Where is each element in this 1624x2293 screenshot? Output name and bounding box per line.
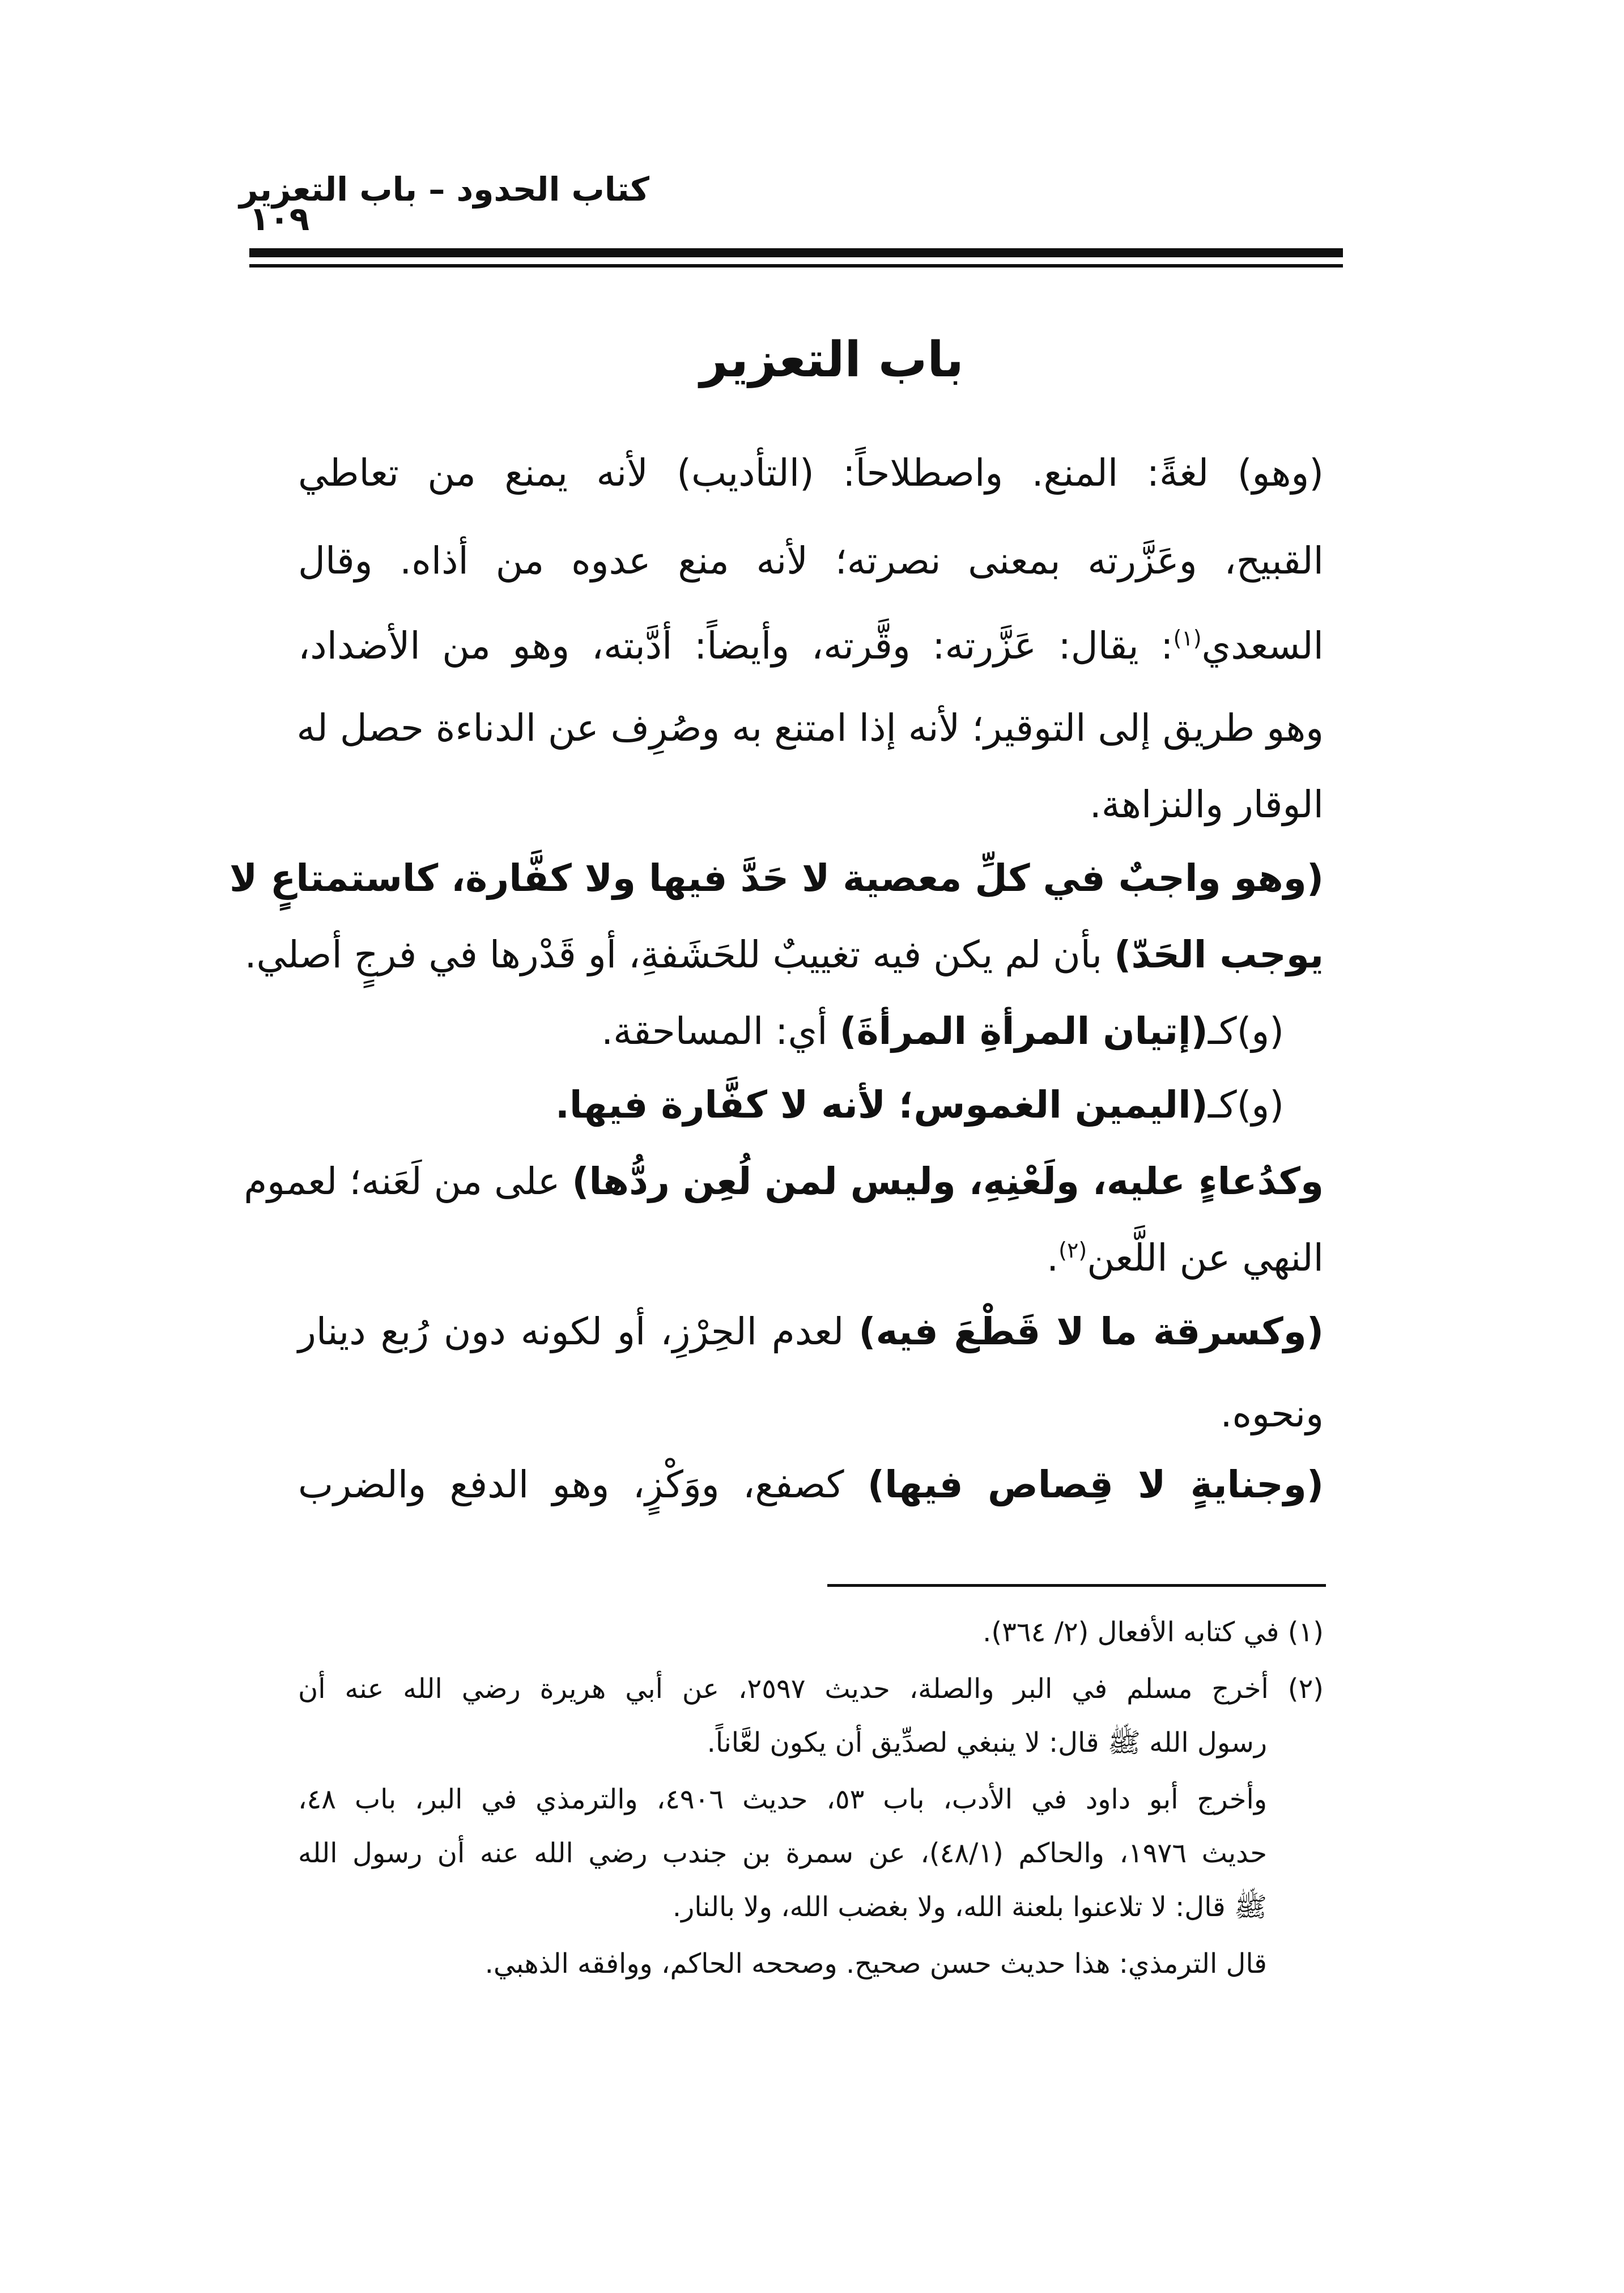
matn-text: (وكسرقة ما لا قَطْعَ فيه)	[858, 1310, 1324, 1353]
footnote-2-line-6: قال الترمذي: هذا حديث حسن صحيح. وصححه الحاكم، ووافقه الذهبي.	[484, 1948, 1267, 1980]
footnote-ref-2[interactable]: (٢)	[1058, 1238, 1087, 1263]
body-line-3	[298, 621, 1324, 672]
body-text: بأن لم يكن فيه تغييبٌ للحَشَفةِ، أو قَدْرها في فرجٍ أصلي.	[244, 933, 1115, 976]
footnote-2-line-5: ﷺ قال: لا تلاعنوا بلعنة الله، ولا بغضب الله، ولا بالنار.	[672, 1891, 1267, 1923]
body-line-9	[258, 1080, 1284, 1131]
matn-text: (إتيان المرأةِ المرأةَ)	[839, 1009, 1208, 1053]
body-text: النهي عن اللَّعن	[1087, 1236, 1324, 1280]
header-rule-thin	[249, 264, 1343, 267]
body-text: أي: المساحقة.	[601, 1009, 840, 1053]
chapter-title: باب التعزير	[700, 332, 964, 388]
footnote-1: (١) في كتابه الأفعال (٢/ ٣٦٤).	[983, 1616, 1324, 1648]
body-text: على من لَعَنه؛ لعموم	[244, 1160, 572, 1203]
footnote-2-line-1: (٢) أخرج مسلم في البر والصلة، حديث ٢٥٩٧، عن أبي هريرة رضي الله عنه أن	[298, 1673, 1324, 1705]
body-line-7	[244, 929, 1324, 980]
matn-text: (اليمين الغموس؛ لأنه لا كفَّارة فيها.	[555, 1083, 1208, 1127]
body-text: (و)كـ	[1208, 1009, 1284, 1053]
header-rule-thick	[249, 248, 1343, 257]
body-line-2: القبيح، وعَزَّرته بمعنى نصرته؛ لأنه منع عدوه من أذاه. وقال	[298, 539, 1324, 583]
body-text: : يقال: عَزَّرته: وقَّرته، وأيضاً: أدَّبته، وهو من الأضداد،	[298, 624, 1174, 668]
footnote-2-line-4: حديث ١٩٧٦، والحاكم (٤٨/١)، عن سمرة بن جندب رضي الله عنه أن رسول الله	[298, 1837, 1268, 1869]
body-text: (و)كـ	[1208, 1083, 1284, 1127]
page-number: ١٠٩	[249, 199, 310, 238]
body-line-1: (وهو) لغةً: المنع. واصطلاحاً: (التأديب) لأنه يمنع من تعاطي	[298, 451, 1324, 495]
body-line-6: (وهو واجبٌ في كلِّ معصية لا حَدَّ فيها ولا كفَّارة، كاستمتاعٍ لا	[229, 856, 1324, 900]
body-line-12	[298, 1306, 1324, 1357]
footnote-separator	[827, 1584, 1326, 1587]
body-text: كصفع، ووَكْزٍ، وهو الدفع والضرب	[298, 1463, 868, 1506]
running-title: كتاب الحدود – باب التعزير	[239, 170, 649, 209]
body-line-13: ونحوه.	[1220, 1392, 1324, 1436]
body-line-11	[298, 1233, 1324, 1284]
body-text: لعدم الحِرْزِ، أو لكونه دون رُبع دينار	[298, 1310, 859, 1353]
matn-text: وكدُعاءٍ عليه، ولَعْنِهِ، وليس لمن لُعِن ردُّها)	[572, 1160, 1324, 1203]
body-text: .	[1047, 1236, 1059, 1280]
body-text: السعدي	[1201, 624, 1324, 668]
body-line-10	[244, 1156, 1324, 1207]
matn-text: يوجب الحَدّ)	[1114, 933, 1324, 976]
matn-text: (وجنايةٍ لا قِصاص فيها)	[867, 1463, 1324, 1506]
footnote-ref-1[interactable]: (١)	[1173, 626, 1202, 651]
body-line-14	[298, 1459, 1324, 1510]
body-line-4: وهو طريق إلى التوقير؛ لأنه إذا امتنع به وصُرِف عن الدناءة حصل له	[296, 706, 1324, 750]
body-line-8	[258, 1006, 1284, 1057]
footnote-2-line-3: وأخرج أبو داود في الأدب، باب ٥٣، حديث ٤٩٠٦، والترمذي في البر، باب ٤٨،	[298, 1784, 1267, 1815]
footnote-2-line-2: رسول الله ﷺ قال: لا ينبغي لصدِّيق أن يكون لعَّاناً.	[707, 1727, 1267, 1759]
body-line-5: الوقار والنزاهة.	[1089, 783, 1324, 826]
